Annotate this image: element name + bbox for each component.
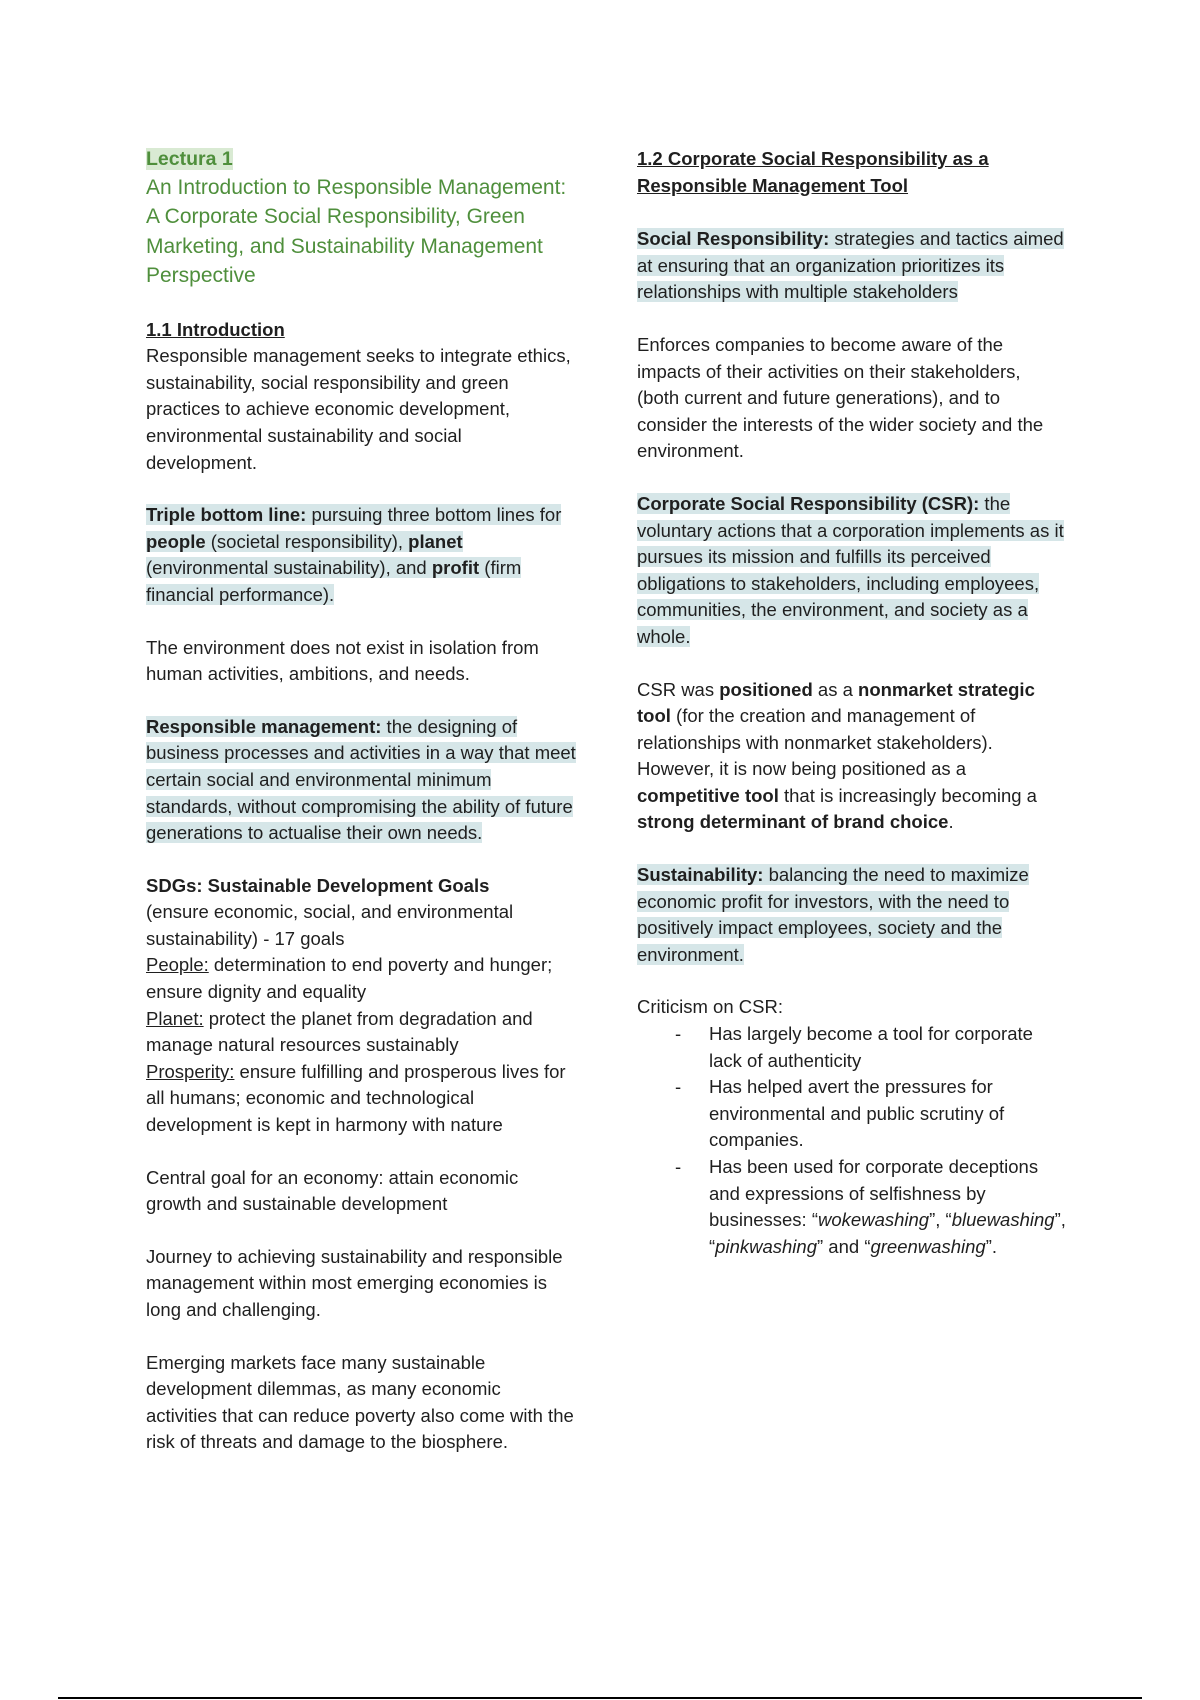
pos-bold: nonmarket strategic tool	[637, 678, 1035, 727]
triple-bottom-line	[146, 502, 576, 608]
tbl-text: (societal responsibility),	[205, 530, 409, 552]
left-column	[146, 146, 576, 1482]
criticism-list	[637, 1021, 1067, 1260]
sdg-block	[146, 873, 576, 1139]
intro-block	[146, 317, 576, 477]
term-pinkwashing: pinkwashing	[715, 1235, 817, 1257]
tbl-text: pursuing three bottom lines for	[306, 504, 562, 526]
social-responsibility-def	[637, 226, 1067, 306]
csr-term: Corporate Social Responsibility (CSR):	[637, 492, 980, 514]
quote: ”.	[985, 1235, 997, 1257]
criticism-text: Has been used for corporate deceptions and expressions of selfishness by businesses:	[709, 1156, 1039, 1231]
sr-def: strategies and tactics aimed at ensuring that an organization prioritizes its relationships with multiple stakeholders	[637, 228, 1064, 303]
tbl-planet: planet	[408, 530, 463, 552]
rm-term: Responsible management:	[146, 715, 382, 737]
tbl-profit: profit	[431, 557, 480, 579]
lecture-title: An Introduction to Responsible Management: A Corporate Social Responsibility, Green Marketing, and Sustainability Management Perspective	[146, 175, 567, 288]
rm-def: the designing of business processes and activities in a way that meet certain social and environmental minimum standards, without compromising the ability of future generations to actualise their own needs.	[146, 715, 576, 844]
quote: ”,	[1054, 1209, 1066, 1231]
tbl-text: (firm financial performance).	[146, 557, 522, 605]
emerging-markets-text: Emerging markets face many sustainable development dilemmas, as many economic activities that can reduce poverty also come with the risk of threats and damage to the biosphere.	[146, 1351, 574, 1453]
intro-text: Responsible management seeks to integrate ethics, sustainability, social responsibility and green practices to achieve economic development, environmental sustainability and social development.	[146, 345, 571, 473]
environment-text: The environment does not exist in isolation from human activities, ambitions, and needs.	[146, 636, 539, 685]
quote: ”,	[929, 1209, 946, 1231]
quote: ” and	[817, 1235, 865, 1257]
list-item: - Has largely become a tool for corporate lack of authenticity	[637, 1021, 1067, 1074]
sust-def: balancing the need to maximize economic profit for investors, with the need to positively impact employees, society and the environment.	[637, 864, 1029, 965]
sdg-people-text: determination to end poverty and hunger; ensure dignity and equality	[146, 954, 553, 1003]
pos-text: that is increasingly becoming a	[778, 784, 1037, 806]
sr-term: Social Responsibility:	[637, 228, 830, 250]
pos-text: However, it is now being positioned as a	[637, 758, 967, 780]
csr-positioning	[637, 677, 1067, 837]
quote: “	[945, 1209, 952, 1231]
quote: “	[709, 1235, 716, 1257]
page-footer-rule	[58, 1697, 1142, 1699]
csr-section-heading: 1.2 Corporate Social Responsibility as a Responsible Management Tool	[637, 148, 989, 196]
pos-bold: strong determinant of brand choice	[637, 811, 949, 833]
csr-def	[637, 491, 1067, 651]
pos-text: .	[948, 811, 954, 833]
criticism-heading: Criticism on CSR:	[637, 996, 783, 1018]
pos-text: CSR was	[637, 678, 720, 700]
pos-text: (for the creation and management of relationships with nonmarket stakeholders).	[637, 705, 993, 753]
intro-heading: 1.1 Introduction	[146, 318, 285, 340]
pos-text: as a	[812, 678, 859, 700]
pos-bold: positioned	[719, 678, 813, 700]
list-item	[637, 1154, 1067, 1260]
sdg-heading: SDGs: Sustainable Development Goals	[146, 874, 490, 896]
sdg-desc: (ensure economic, social, and environmental sustainability) - 17 goals	[146, 901, 514, 949]
sdg-planet-text: protect the planet from degradation and manage natural resources sustainably	[146, 1007, 533, 1056]
journey-text: Journey to achieving sustainability and responsible management within most emerging economies is long and challenging.	[146, 1245, 563, 1320]
tbl-people: people	[146, 530, 206, 552]
term-bluewashing: bluewashing	[951, 1209, 1055, 1231]
sdg-prosperity-text: ensure fulfilling and prosperous lives for all humans; economic and technological development is kept in harmony with nature	[146, 1060, 566, 1136]
tbl-text: (environmental sustainability), and	[146, 557, 432, 579]
sdg-planet-label: Planet:	[146, 1007, 204, 1029]
term-wokewashing: wokewashing	[818, 1209, 930, 1231]
central-goal-text: Central goal for an economy: attain economic growth and sustainable development	[146, 1166, 519, 1215]
sdg-prosperity-label: Prosperity:	[146, 1060, 235, 1082]
enforces-text: Enforces companies to become aware of the impacts of their activities on their stakeholders, (both current and future generations), and to consider the interests of the wider society and the environment.	[637, 333, 1044, 462]
lecture-label: Lectura 1	[146, 148, 233, 170]
csr-definition: the voluntary actions that a corporation implements as it pursues its mission and fulfills its perceived obligations to stakeholders, including employees, communities, the environment, and society as a whole.	[637, 492, 1064, 647]
term-greenwashing: greenwashing	[870, 1235, 986, 1257]
sustainability-def	[637, 862, 1067, 968]
sdg-people-label: People:	[146, 954, 209, 976]
responsible-management-def	[146, 714, 576, 847]
pos-bold: competitive tool	[637, 784, 779, 806]
criticism-block	[637, 994, 1067, 1260]
lecture-header	[146, 146, 576, 291]
quote: “	[864, 1235, 871, 1257]
list-item: - Has helped avert the pressures for environmental and public scrutiny of companies.	[637, 1074, 1067, 1154]
right-column	[637, 146, 1067, 1260]
quote: “	[811, 1209, 819, 1231]
sust-term: Sustainability:	[637, 864, 764, 886]
tbl-term: Triple bottom line:	[146, 504, 307, 526]
